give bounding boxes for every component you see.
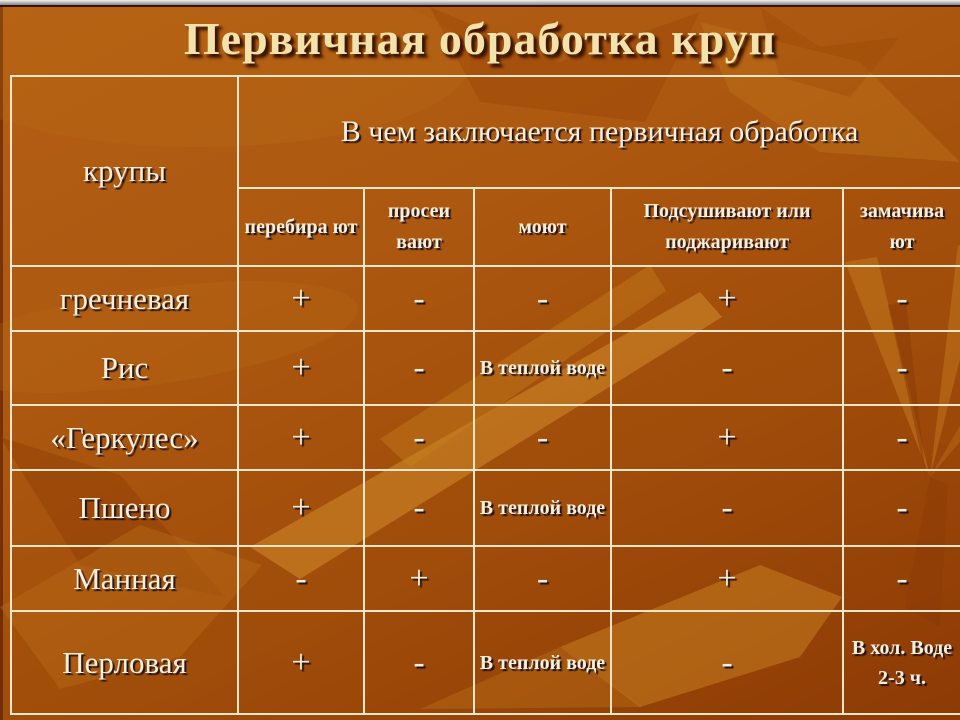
cell-value: - [843, 405, 960, 470]
cell-value: - [364, 266, 474, 331]
cell-value: - [611, 331, 843, 405]
cell-value: - [474, 405, 611, 470]
cell-value: - [843, 470, 960, 546]
table-row [11, 331, 960, 405]
cell-value: В теплой воде [474, 611, 611, 714]
cell-value: - [843, 266, 960, 331]
col-header-sift: просеи вают [364, 188, 474, 266]
col-header-soak: замачива ют [843, 188, 960, 266]
cell-value: - [474, 266, 611, 331]
cell-value: В хол. Воде 2-3 ч. [843, 611, 960, 714]
table-row [11, 546, 960, 611]
table-row [11, 470, 960, 546]
col-header-wash: моют [474, 188, 611, 266]
cell-value: - [611, 611, 843, 714]
cell-value: - [364, 611, 474, 714]
col-header-cereals: крупы [11, 76, 238, 266]
row-label: Пшено [11, 470, 238, 546]
cell-value: - [364, 405, 474, 470]
row-label: Манная [11, 546, 238, 611]
cell-value: - [843, 331, 960, 405]
cell-value: В теплой воде [474, 470, 611, 546]
cell-value: - [474, 546, 611, 611]
col-header-sort: перебира ют [238, 188, 364, 266]
col-header-dry-roast: Подсушивают или поджаривают [611, 188, 843, 266]
row-label: «Геркулес» [11, 405, 238, 470]
group-header: В чем заключается первичная обработка [238, 76, 960, 188]
cell-value: - [364, 470, 474, 546]
cell-value: + [238, 331, 364, 405]
slide-title: Первичная обработка круп [183, 13, 777, 64]
cell-value: + [238, 266, 364, 331]
cell-value: + [238, 611, 364, 714]
cell-value: + [611, 405, 843, 470]
header-row-group [11, 76, 960, 188]
cell-value: - [364, 331, 474, 405]
cell-value: - [843, 546, 960, 611]
cell-value: В теплой воде [474, 331, 611, 405]
row-label: Перловая [11, 611, 238, 714]
presentation-slide [0, 7, 960, 720]
row-label: гречневая [11, 266, 238, 331]
table-row [11, 266, 960, 331]
cell-value: + [238, 405, 364, 470]
cell-value: - [611, 470, 843, 546]
table-row [11, 611, 960, 714]
cell-value: + [364, 546, 474, 611]
cell-value: + [611, 266, 843, 331]
cell-value: + [611, 546, 843, 611]
cell-value: + [238, 470, 364, 546]
row-label: Рис [11, 331, 238, 405]
cell-value: - [238, 546, 364, 611]
table-row [11, 405, 960, 470]
processing-table [10, 75, 960, 715]
